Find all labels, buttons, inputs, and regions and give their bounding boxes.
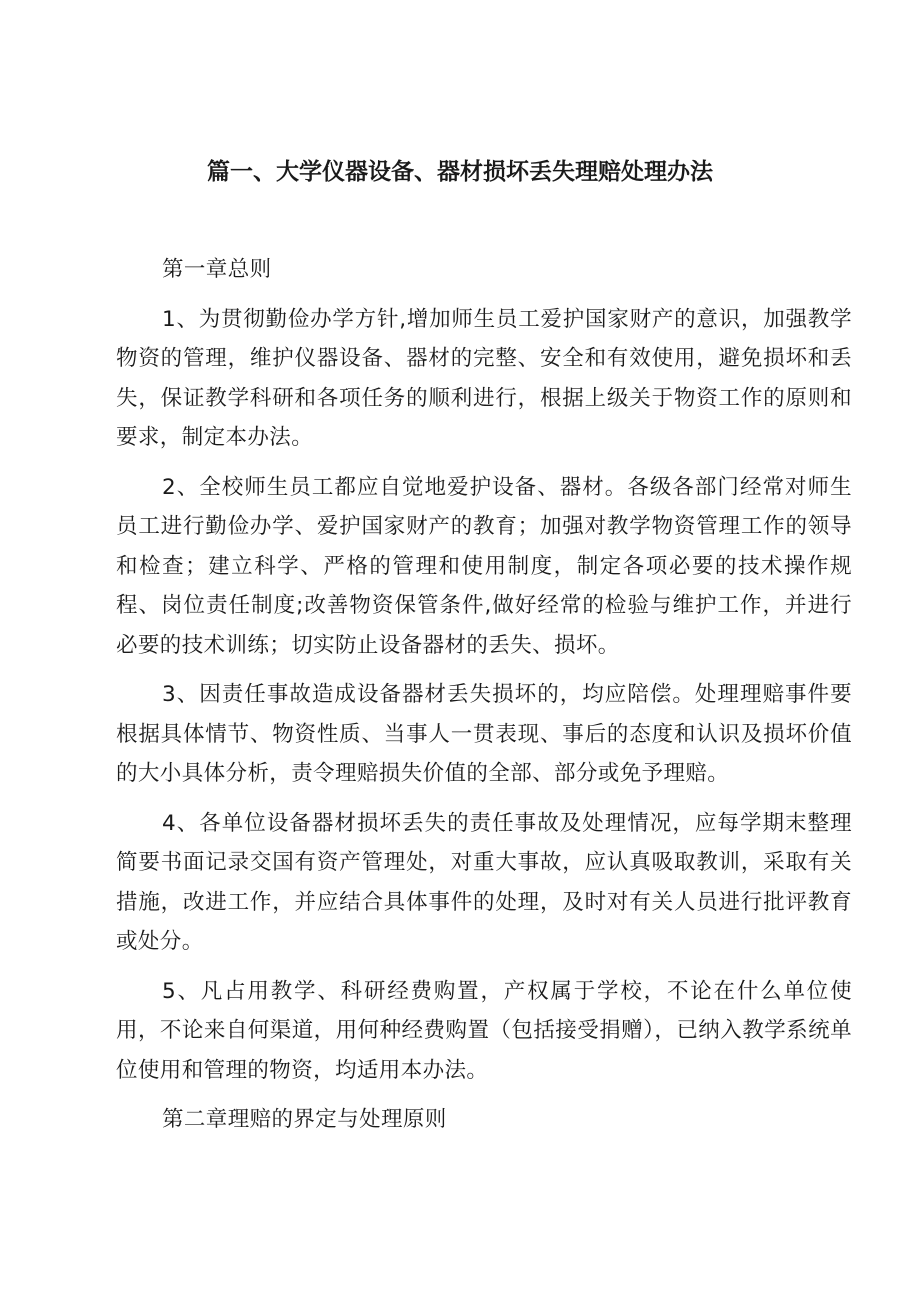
chapter-heading-2: 第二章理赔的界定与处理原则 bbox=[162, 1107, 447, 1132]
document-title: 篇一、大学仪器设备、器材损坏丢失理赔处理办法 bbox=[207, 159, 713, 185]
document-body bbox=[116, 250, 852, 1150]
chapter-heading-1: 第一章总则 bbox=[162, 257, 272, 282]
paragraph-4: 4、各单位设备器材损坏丢失的责任事故及处理情况，应每学期末整理简要书面记录交国有资产管理处，对重大事故，应认真吸取教训，采取有关措施，改进工作，并应结合具体事件的处理，及时对有关人员进行批评教育或处分。 bbox=[116, 810, 852, 954]
paragraph-2: 2、全校师生员工都应自觉地爱护设备、器材。各级各部门经常对师生员工进行勤俭办学、爱护国家财产的教育；加强对教学物资管理工作的领导和检查；建立科学、严格的管理和使用制度，制定各项必要的技术操作规程、岗位责任制度;改善物资保管条件,做好经常的检验与维护工作，并进行必要的技术训练；切实防止设备器材的丢失、损坏。 bbox=[116, 474, 852, 658]
paragraph-1: 1、为贯彻勤俭办学方针,增加师生员工爱护国家财产的意识，加强教学物资的管理，维护仪器设备、器材的完整、安全和有效使用，避免损坏和丢失，保证教学科研和各项任务的顺利进行，根据上级关于物资工作的原则和要求，制定本办法。 bbox=[116, 306, 852, 450]
paragraph-5: 5、凡占用教学、科研经费购置，产权属于学校，不论在什么单位使用，不论来自何渠道，用何种经费购置（包括接受捐赠），已纳入教学系统单位使用和管理的物资，均适用本办法。 bbox=[116, 978, 852, 1083]
paragraph-3: 3、因责任事故造成设备器材丢失损坏的，均应陪偿。处理理赔事件要根据具体情节、物资性质、当事人一贯表现、事后的态度和认识及损坏价值的大小具体分析，责令理赔损失价值的全部、部分或免予理赔。 bbox=[116, 682, 852, 786]
